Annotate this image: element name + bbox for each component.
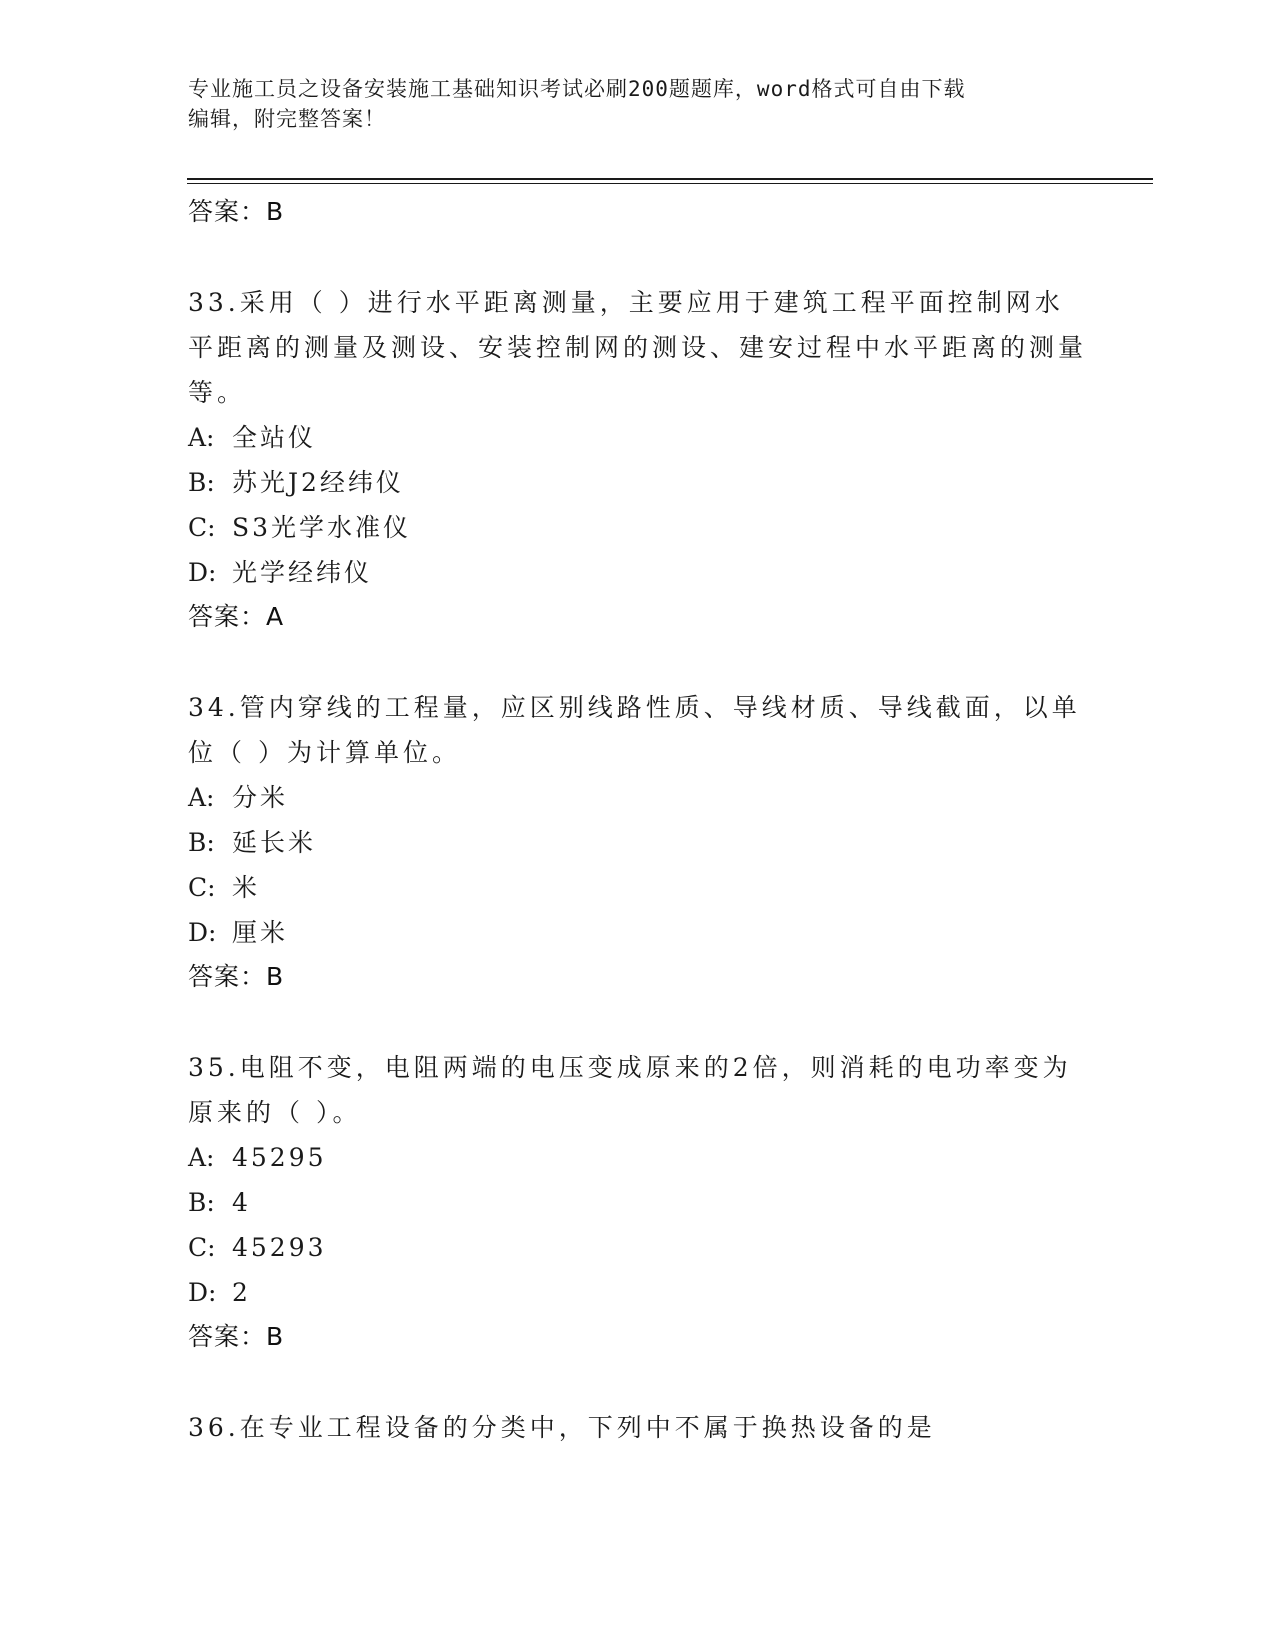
option-text: 2 — [232, 1278, 251, 1307]
option-key: C: — [188, 513, 216, 542]
header-title-line-1: 专业施工员之设备安装施工基础知识考试必刷200题题库，word格式可自由下载 — [188, 77, 966, 101]
answer-label: 答案： — [188, 1322, 267, 1351]
option-key: D: — [188, 558, 217, 587]
answer-line-32 — [188, 190, 1088, 233]
answer-label: 答案： — [188, 602, 267, 631]
option-d — [188, 550, 1088, 595]
answer-value: B — [266, 197, 285, 226]
option-text: 全站仪 — [232, 423, 317, 452]
answer-line-33 — [188, 595, 1088, 638]
option-text: 45295 — [232, 1143, 327, 1172]
option-key: C: — [188, 873, 216, 902]
answer-value: B — [266, 962, 285, 991]
option-a — [188, 415, 1088, 460]
option-key: C: — [188, 1233, 216, 1262]
option-c — [188, 505, 1088, 550]
answer-label: 答案： — [188, 962, 267, 991]
option-key: B: — [188, 1188, 215, 1217]
question-text: 35.电阻不变，电阻两端的电压变成原来的2倍，则消耗的电功率变为原来的（ ）。 — [188, 1053, 1072, 1127]
option-c — [188, 865, 1088, 910]
answer-line-34 — [188, 955, 1088, 998]
header-divider — [187, 178, 1153, 180]
option-a — [188, 775, 1088, 820]
option-key: A: — [188, 1143, 215, 1172]
spacer — [188, 233, 1088, 280]
spacer — [188, 998, 1088, 1045]
option-key: A: — [188, 783, 215, 812]
answer-value: A — [266, 602, 285, 631]
option-d — [188, 910, 1088, 955]
option-c — [188, 1225, 1088, 1270]
page-content — [188, 190, 1088, 1450]
option-key: D: — [188, 918, 217, 947]
answer-value: B — [266, 1322, 285, 1351]
option-b — [188, 1180, 1088, 1225]
option-b — [188, 820, 1088, 865]
option-text: 分米 — [232, 783, 289, 812]
option-b — [188, 460, 1088, 505]
option-text: S3光学水准仪 — [232, 513, 412, 542]
option-key: B: — [188, 468, 215, 497]
option-key: A: — [188, 423, 215, 452]
option-text: 光学经纬仪 — [232, 558, 373, 587]
option-text: 45293 — [232, 1233, 327, 1262]
answer-label: 答案： — [188, 197, 267, 226]
option-text: 米 — [232, 873, 261, 902]
question-block-34 — [188, 685, 1088, 998]
question-text: 36.在专业工程设备的分类中，下列中不属于换热设备的是 — [188, 1413, 936, 1442]
header-divider-thin — [187, 183, 1153, 184]
question-block-35 — [188, 1045, 1088, 1358]
spacer — [188, 638, 1088, 685]
answer-line-35 — [188, 1315, 1088, 1358]
option-key: B: — [188, 828, 215, 857]
header-title-line-2: 编辑，附完整答案！ — [188, 107, 386, 131]
option-a — [188, 1135, 1088, 1180]
option-text: 4 — [232, 1188, 251, 1217]
option-key: D: — [188, 1278, 217, 1307]
question-block-33 — [188, 280, 1088, 638]
option-text: 延长米 — [232, 828, 317, 857]
spacer — [188, 1358, 1088, 1405]
question-text: 33.采用（ ）进行水平距离测量，主要应用于建筑工程平面控制网水平距离的测量及测设、安装控制网的测设、建安过程中水平距离的测量等。 — [188, 288, 1088, 407]
option-text: 苏光J2经纬仪 — [232, 468, 404, 497]
page-header — [188, 74, 1088, 134]
option-d — [188, 1270, 1088, 1315]
question-block-36 — [188, 1405, 1088, 1450]
option-text: 厘米 — [232, 918, 289, 947]
question-text: 34.管内穿线的工程量，应区别线路性质、导线材质、导线截面，以单位（ ）为计算单位。 — [188, 693, 1081, 767]
